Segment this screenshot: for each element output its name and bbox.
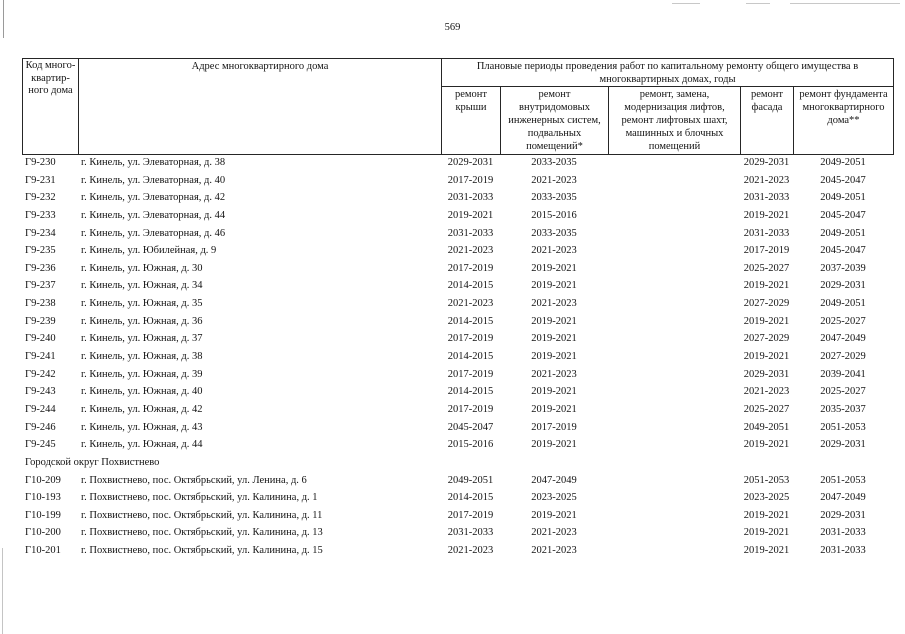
cell-systems-period: 2021-2023 — [531, 527, 577, 539]
cell-systems-period: 2017-2019 — [531, 421, 577, 433]
cell-roof-period: 2021-2023 — [447, 245, 494, 257]
cell-foundation-period: 2049-2051 — [820, 192, 866, 204]
header-line: Плановые периоды проведения работ по капитальному ремонту общего имущества в — [476, 61, 859, 72]
cell-facade-period: 2031-2033 — [743, 227, 790, 239]
cell-foundation-period: 2049-2051 — [820, 227, 866, 239]
cell-roof-period: 2017-2019 — [447, 403, 494, 415]
cell-address: г. Кинель, ул. Элеваторная, д. 42 — [81, 192, 226, 204]
cell-lifts-period — [608, 313, 740, 331]
cell-address: г. Похвистнево, пос. Октябрьский, ул. Калинина, д. 11 — [81, 509, 323, 521]
table-row — [22, 524, 893, 542]
header-line: модернизация лифтов, — [624, 102, 725, 113]
cell-code: Г9-242 — [25, 368, 56, 380]
cell-roof-period: 2031-2033 — [447, 527, 494, 539]
cell-code: Г9-234 — [25, 227, 56, 239]
table-row — [22, 277, 893, 295]
cell-facade-period: 2027-2029 — [743, 298, 790, 310]
cell-foundation-period: 2039-2041 — [820, 368, 866, 380]
cell-systems-period: 2021-2023 — [531, 545, 577, 557]
cell-lifts-period — [608, 366, 740, 384]
scan-edge-mark — [790, 3, 900, 4]
cell-lifts-period — [608, 189, 740, 207]
cell-facade-period: 2019-2021 — [743, 545, 790, 557]
cell-systems-period: 2019-2021 — [531, 509, 577, 521]
table-row — [22, 172, 893, 190]
cell-lifts-period — [608, 401, 740, 419]
cell-address: г. Кинель, ул. Южная, д. 43 — [81, 421, 203, 433]
cell-systems-period: 2019-2021 — [531, 333, 577, 345]
table-body — [22, 154, 893, 560]
header-line: крыши — [455, 102, 487, 113]
table-row — [22, 260, 893, 278]
table-row — [22, 207, 893, 225]
cell-address: г. Кинель, ул. Южная, д. 39 — [81, 368, 203, 380]
cell-code: Г9-232 — [25, 192, 56, 204]
cell-facade-period: 2019-2021 — [743, 527, 790, 539]
cell-address: г. Кинель, ул. Южная, д. 44 — [81, 439, 203, 451]
cell-lifts-period — [608, 383, 740, 401]
cell-code: Г9-230 — [25, 157, 56, 168]
header-line: внутридомовых — [519, 102, 590, 113]
cell-roof-period: 2014-2015 — [447, 280, 494, 292]
cell-address: г. Кинель, ул. Элеваторная, д. 40 — [81, 174, 226, 186]
cell-code: Г9-239 — [25, 315, 56, 327]
cell-facade-period: 2051-2053 — [743, 474, 790, 486]
cell-roof-period: 2045-2047 — [447, 421, 494, 433]
cell-systems-period: 2019-2021 — [531, 315, 577, 327]
cell-foundation-period: 2025-2027 — [820, 315, 866, 327]
cell-code: Г10-199 — [25, 509, 61, 521]
cell-facade-period: 2021-2023 — [743, 174, 790, 186]
cell-code: Г9-244 — [25, 403, 56, 415]
cell-code: Г9-233 — [25, 209, 56, 221]
cell-facade-period: 2029-2031 — [743, 157, 790, 168]
cell-lifts-period — [608, 472, 740, 490]
cell-foundation-period: 2047-2049 — [820, 333, 866, 345]
cell-lifts-period — [608, 154, 740, 172]
cell-code: Г10-193 — [25, 492, 61, 504]
cell-systems-period: 2021-2023 — [531, 245, 577, 257]
cell-foundation-period: 2037-2039 — [820, 262, 866, 274]
header-line: помещений* — [526, 141, 583, 152]
header-line: машинных и блочных — [625, 128, 724, 139]
header-line: Адрес многоквартирного дома — [191, 61, 329, 72]
cell-roof-period: 2015-2016 — [447, 439, 494, 451]
cell-address: г. Кинель, ул. Южная, д. 42 — [81, 403, 203, 415]
cell-address: г. Кинель, ул. Южная, д. 37 — [81, 333, 203, 345]
cell-lifts-period — [608, 277, 740, 295]
header-line: помещений — [648, 141, 701, 152]
header-line: дома** — [827, 115, 860, 126]
cell-facade-period: 2017-2019 — [743, 245, 790, 257]
cell-address: г. Кинель, ул. Южная, д. 35 — [81, 298, 203, 310]
cell-code: Г9-245 — [25, 439, 56, 451]
table-row — [22, 383, 893, 401]
cell-code: Г9-241 — [25, 351, 56, 363]
header-code — [22, 58, 79, 155]
cell-foundation-period: 2027-2029 — [820, 351, 866, 363]
cell-facade-period: 2019-2021 — [743, 509, 790, 521]
cell-facade-period: 2019-2021 — [743, 280, 790, 292]
cell-address: г. Похвистнево, пос. Октябрьский, ул. Калинина, д. 15 — [81, 545, 323, 557]
header-lifts — [608, 86, 741, 155]
cell-address: г. Кинель, ул. Южная, д. 40 — [81, 386, 203, 398]
cell-facade-period: 2025-2027 — [743, 403, 790, 415]
cell-systems-period: 2047-2049 — [531, 474, 577, 486]
header-line: ного дома — [28, 85, 73, 96]
header-line: ремонт, замена, — [639, 89, 710, 100]
cell-facade-period: 2023-2025 — [743, 492, 790, 504]
cell-roof-period: 2019-2021 — [447, 209, 494, 221]
table-row — [22, 507, 893, 525]
cell-roof-period: 2014-2015 — [447, 492, 494, 504]
cell-foundation-period: 2029-2031 — [820, 509, 866, 521]
cell-lifts-period — [608, 295, 740, 313]
table-row — [22, 401, 893, 419]
cell-address: г. Похвистнево, пос. Октябрьский, ул. Ленина, д. 6 — [81, 474, 307, 486]
cell-systems-period: 2023-2025 — [531, 492, 577, 504]
cell-lifts-period — [608, 436, 740, 454]
page-number: 569 — [444, 22, 461, 33]
header-line: ремонт лифтовых шахт, — [621, 115, 728, 126]
cell-roof-period: 2014-2015 — [447, 386, 494, 398]
cell-systems-period: 2019-2021 — [531, 351, 577, 363]
cell-lifts-period — [608, 524, 740, 542]
header-line: Код много- — [25, 60, 76, 71]
cell-facade-period: 2019-2021 — [743, 209, 790, 221]
header-systems — [500, 86, 609, 155]
cell-address: г. Кинель, ул. Элеваторная, д. 38 — [81, 157, 226, 168]
header-line: фасада — [751, 102, 783, 113]
cell-roof-period: 2049-2051 — [447, 474, 494, 486]
cell-roof-period: 2017-2019 — [447, 509, 494, 521]
scan-edge-mark — [2, 548, 3, 634]
header-roof — [441, 86, 501, 155]
cell-systems-period: 2033-2035 — [531, 227, 577, 239]
cell-foundation-period: 2031-2033 — [820, 527, 866, 539]
cell-facade-period: 2049-2051 — [743, 421, 790, 433]
cell-facade-period: 2019-2021 — [743, 439, 790, 451]
cell-roof-period: 2017-2019 — [447, 368, 494, 380]
cell-systems-period: 2021-2023 — [531, 368, 577, 380]
cell-facade-period: 2019-2021 — [743, 315, 790, 327]
cell-foundation-period: 2025-2027 — [820, 386, 866, 398]
cell-address: г. Кинель, ул. Южная, д. 34 — [81, 280, 203, 292]
table-row — [22, 189, 893, 207]
cell-systems-period: 2019-2021 — [531, 280, 577, 292]
scan-edge-mark — [672, 3, 700, 4]
cell-systems-period: 2033-2035 — [531, 157, 577, 168]
table-row — [22, 313, 893, 331]
cell-roof-period: 2017-2019 — [447, 174, 494, 186]
table-row — [22, 295, 893, 313]
header-line: многоквартирного — [802, 102, 885, 113]
header-line: ремонт — [454, 89, 487, 100]
table-row — [22, 242, 893, 260]
header-line: ремонт — [750, 89, 783, 100]
cell-lifts-period — [608, 225, 740, 243]
cell-foundation-period: 2049-2051 — [820, 298, 866, 310]
cell-roof-period: 2014-2015 — [447, 351, 494, 363]
header-line: многоквартирных домах, годы — [599, 73, 736, 85]
cell-systems-period: 2019-2021 — [531, 386, 577, 398]
cell-roof-period: 2029-2031 — [447, 157, 494, 168]
cell-foundation-period: 2047-2049 — [820, 492, 866, 504]
cell-address: г. Кинель, ул. Юбилейная, д. 9 — [81, 245, 217, 257]
cell-code: Г9-240 — [25, 333, 56, 345]
cell-foundation-period: 2045-2047 — [820, 209, 866, 221]
cell-foundation-period: 2045-2047 — [820, 174, 866, 186]
cell-address: г. Кинель, ул. Элеваторная, д. 46 — [81, 227, 226, 239]
cell-lifts-period — [608, 242, 740, 260]
cell-foundation-period: 2051-2053 — [820, 421, 866, 433]
cell-systems-period: 2033-2035 — [531, 192, 577, 204]
cell-lifts-period — [608, 330, 740, 348]
cell-systems-period: 2019-2021 — [531, 403, 577, 415]
cell-foundation-period: 2045-2047 — [820, 245, 866, 257]
cell-lifts-period — [608, 542, 740, 560]
cell-systems-period: 2021-2023 — [531, 174, 577, 186]
cell-address: г. Кинель, ул. Элеваторная, д. 44 — [81, 209, 226, 221]
scan-edge-mark — [746, 3, 770, 4]
cell-roof-period: 2031-2033 — [447, 192, 494, 204]
cell-foundation-period: 2031-2033 — [820, 545, 866, 557]
cell-lifts-period — [608, 489, 740, 507]
cell-lifts-period — [608, 260, 740, 278]
cell-systems-period: 2015-2016 — [531, 209, 577, 221]
header-facade — [740, 86, 794, 155]
cell-lifts-period — [608, 507, 740, 525]
cell-foundation-period: 2049-2051 — [820, 157, 866, 168]
header-address — [78, 58, 442, 155]
table-row — [22, 154, 893, 172]
cell-roof-period: 2017-2019 — [447, 262, 494, 274]
cell-address: г. Похвистнево, пос. Октябрьский, ул. Калинина, д. 13 — [81, 527, 323, 539]
header-foundation — [793, 86, 894, 155]
cell-facade-period: 2021-2023 — [743, 386, 790, 398]
cell-code: Г10-209 — [25, 474, 61, 486]
cell-lifts-period — [608, 172, 740, 190]
cell-code: Г10-201 — [25, 545, 61, 557]
cell-code: Г9-231 — [25, 174, 56, 186]
header-period-group — [441, 58, 894, 87]
cell-lifts-period — [608, 419, 740, 437]
header-line: квартир- — [31, 72, 70, 84]
table-row — [22, 542, 893, 560]
cell-code: Г9-235 — [25, 245, 56, 257]
cell-foundation-period: 2029-2031 — [820, 439, 866, 451]
cell-lifts-period — [608, 348, 740, 366]
cell-roof-period: 2021-2023 — [447, 298, 494, 310]
cell-code: Г9-238 — [25, 298, 56, 310]
table-row — [22, 225, 893, 243]
cell-systems-period: 2021-2023 — [531, 298, 577, 310]
cell-foundation-period: 2029-2031 — [820, 280, 866, 292]
cell-address: г. Кинель, ул. Южная, д. 38 — [81, 351, 203, 363]
cell-roof-period: 2021-2023 — [447, 545, 494, 557]
cell-facade-period: 2019-2021 — [743, 351, 790, 363]
table-row — [22, 419, 893, 437]
header-line: ремонт фундамента — [799, 89, 888, 100]
table-row — [22, 472, 893, 490]
cell-code: Г9-243 — [25, 386, 56, 398]
cell-address: г. Кинель, ул. Южная, д. 30 — [81, 262, 203, 274]
table-row — [22, 436, 893, 454]
cell-facade-period: 2031-2033 — [743, 192, 790, 204]
cell-code: Г9-236 — [25, 262, 56, 274]
cell-address: г. Кинель, ул. Южная, д. 36 — [81, 315, 203, 327]
cell-code: Г9-246 — [25, 421, 56, 433]
cell-roof-period: 2031-2033 — [447, 227, 494, 239]
section-title: Городской округ Похвистнево — [25, 456, 160, 468]
cell-foundation-period: 2051-2053 — [820, 474, 866, 486]
cell-address: г. Похвистнево, пос. Октябрьский, ул. Калинина, д. 1 — [81, 492, 318, 504]
cell-code: Г10-200 — [25, 527, 61, 539]
cell-foundation-period: 2035-2037 — [820, 403, 866, 415]
table-row — [22, 366, 893, 384]
table-row — [22, 330, 893, 348]
cell-lifts-period — [608, 207, 740, 225]
section-row — [22, 454, 893, 472]
cell-facade-period: 2027-2029 — [743, 333, 790, 345]
cell-systems-period: 2019-2021 — [531, 439, 577, 451]
header-line: подвальных — [527, 128, 582, 139]
cell-systems-period: 2019-2021 — [531, 262, 577, 274]
header-line: ремонт — [538, 89, 571, 100]
table-row — [22, 348, 893, 366]
cell-roof-period: 2017-2019 — [447, 333, 494, 345]
header-line: инженерных систем, — [508, 115, 601, 126]
table-row — [22, 489, 893, 507]
cell-facade-period: 2025-2027 — [743, 262, 790, 274]
cell-facade-period: 2029-2031 — [743, 368, 790, 380]
cell-roof-period: 2014-2015 — [447, 315, 494, 327]
cell-code: Г9-237 — [25, 280, 56, 292]
